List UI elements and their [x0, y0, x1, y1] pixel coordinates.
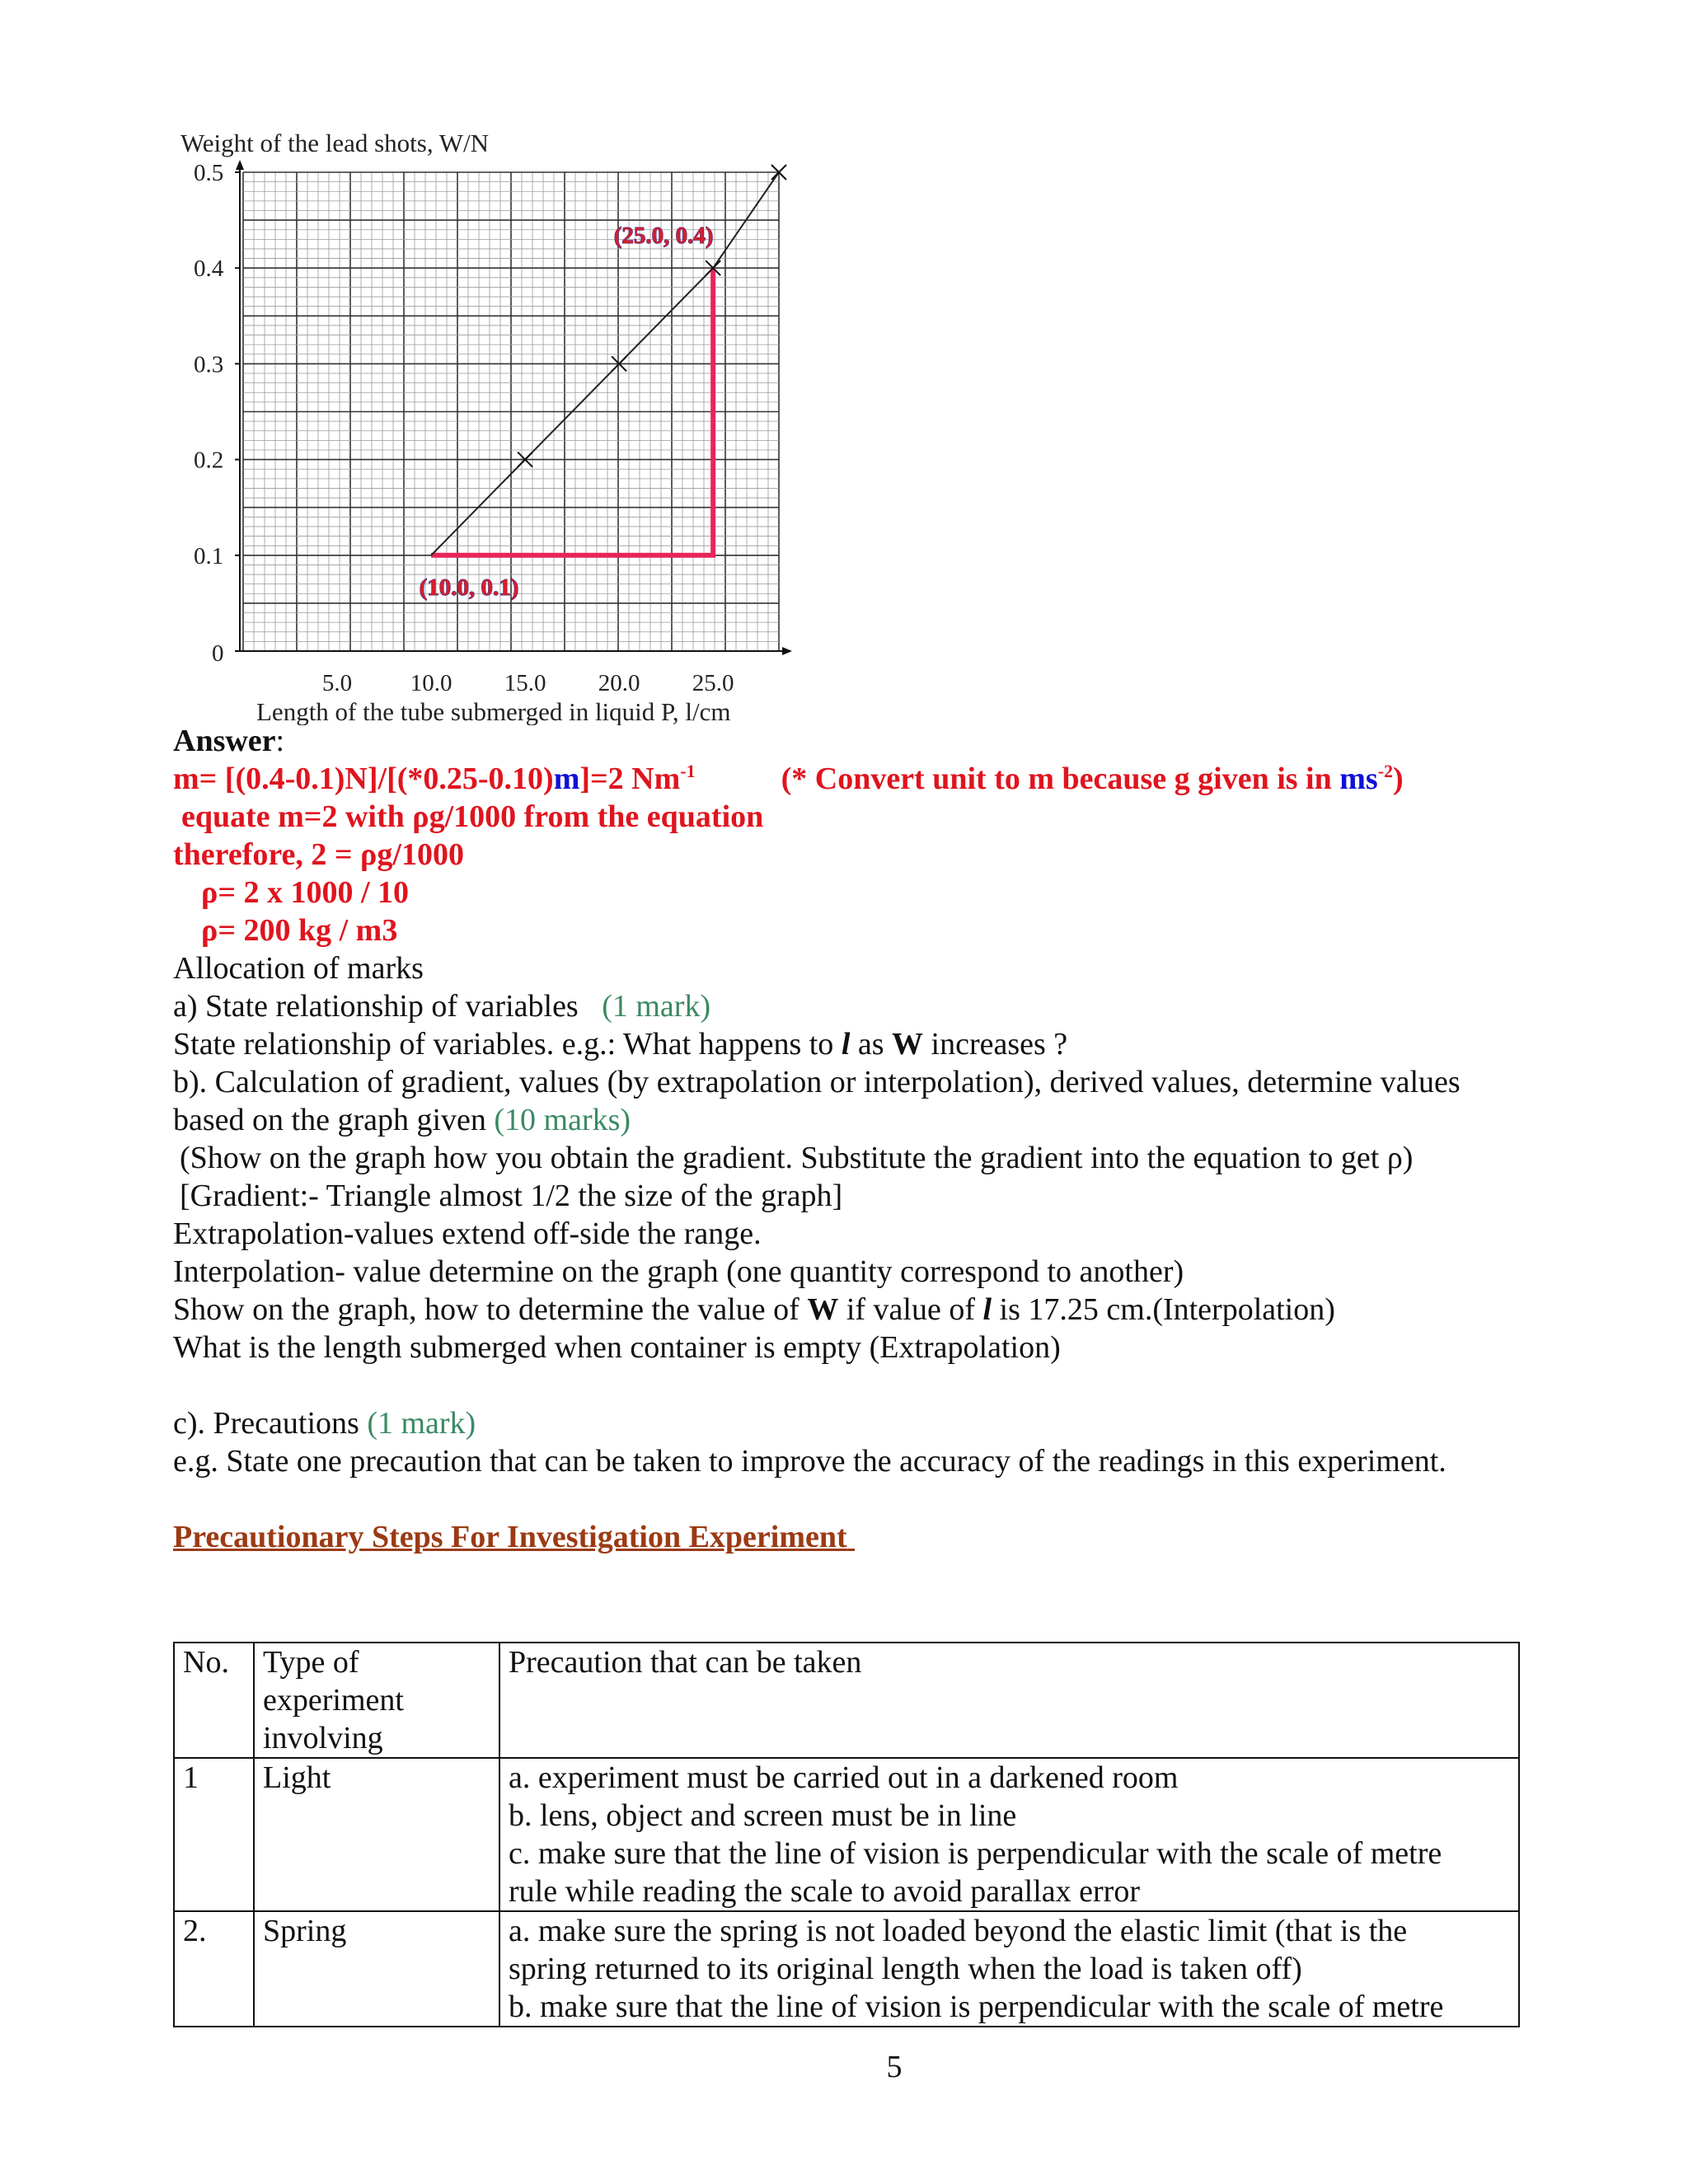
y-tick-label: 0: [212, 640, 224, 667]
answer-line-3: therefore, 2 = ρg/1000: [173, 837, 464, 872]
answer-line-5: ρ= 200 kg / m3: [201, 913, 398, 948]
allocation-b-8: What is the length submerged when container is empty (Extrapolation): [173, 1330, 1061, 1365]
allocation-title: Allocation of marks: [173, 951, 424, 986]
y-tick-label: 0.2: [194, 447, 224, 474]
x-axis-arrow: [782, 647, 792, 655]
header-no: No.: [174, 1643, 254, 1758]
point-annotation: (10.0, 0.1): [419, 574, 519, 601]
allocation-c-example: e.g. State one precaution that can be taken to improve the accuracy of the readings in this experiment.: [173, 1444, 1447, 1479]
y-tick-label: 0.3: [194, 351, 224, 378]
weight-length-chart: [169, 124, 804, 725]
table-header-row: [174, 1643, 1519, 1758]
y-axis-arrow: [236, 160, 244, 170]
precaution-table: [173, 1642, 1520, 2027]
x-axis-label: Length of the tube submerged in liquid P, l/cm: [256, 697, 731, 725]
answer-line-4: ρ= 2 x 1000 / 10: [201, 875, 410, 910]
allocation-c: c). Precautions (1 mark): [173, 1406, 476, 1441]
y-axis-label: Weight of the lead shots, W/N: [181, 129, 490, 157]
row-no: 1: [174, 1758, 254, 1911]
y-tick-label: 0.4: [194, 255, 224, 283]
allocation-a-example: State relationship of variables. e.g.: What happens to l as W increases ?: [173, 1027, 1068, 1062]
x-tick-label: 20.0: [598, 670, 640, 696]
allocation-b-6: Interpolation- value determine on the graph (one quantity correspond to another): [173, 1254, 1184, 1289]
allocation-b-3: (Show on the graph how you obtain the gradient. Substitute the gradient into the equation to get ρ): [180, 1141, 1414, 1175]
point-annotation: (25.0, 0.4): [613, 223, 714, 250]
x-tick-label: 5.0: [321, 670, 353, 696]
answer-line-2: equate m=2 with ρg/1000 from the equation: [181, 799, 764, 834]
row-type: Spring: [254, 1911, 499, 2027]
row-type: Light: [254, 1758, 499, 1911]
row-no: 2.: [174, 1911, 254, 2027]
allocation-b-5: Extrapolation-values extend off-side the range.: [173, 1216, 762, 1251]
y-tick-label: 0.5: [194, 160, 224, 186]
page-number: 5: [886, 2050, 903, 2084]
row-precautions: a. make sure the spring is not loaded beyond the elastic limit (that is the spring returned to its original length when the load is taken off) b. make sure that the line of vision is perpendicular with the scale of metre: [499, 1911, 1519, 2027]
precaution-heading: Precautionary Steps For Investigation Experiment: [173, 1520, 847, 1554]
allocation-b-1: b). Calculation of gradient, values (by extrapolation or interpolation), derived values, determine values: [173, 1065, 1461, 1099]
allocation-b-4: [Gradient:- Triangle almost 1/2 the size of the graph]: [180, 1179, 843, 1213]
answer-line-1: m= [(0.4-0.1)N]/[(*0.25-0.10)m]=2 $Nm^{-1}$ (* Convert unit to m because g given is in $ms^{-2}$): [173, 761, 1404, 796]
header-type: Type of experiment involving: [254, 1643, 499, 1758]
x-tick-label: 25.0: [692, 670, 734, 696]
table-row: [174, 1758, 1519, 1911]
answer-heading: Answer:: [173, 724, 285, 758]
header-precaution: Precaution that can be taken: [499, 1643, 1519, 1758]
y-tick-label: 0.1: [194, 542, 224, 569]
table-row: [174, 1911, 1519, 2027]
graph: [169, 124, 804, 725]
x-tick-label: 10.0: [410, 670, 452, 696]
row-precautions: a. experiment must be carried out in a darkened room b. lens, object and screen must be in line c. make sure that the line of vision is perpendicular with the scale of metre rule while reading the scale to avoid parallax error: [499, 1758, 1519, 1911]
allocation-b-7: Show on the graph, how to determine the value of W if value of l is 17.25 cm.(Interpolation): [173, 1292, 1335, 1327]
allocation-a: a) State relationship of variables (1 mark): [173, 989, 711, 1024]
x-tick-label: 15.0: [504, 670, 546, 696]
allocation-b-2: based on the graph given (10 marks): [173, 1103, 631, 1137]
answer-section: [173, 722, 1574, 1556]
